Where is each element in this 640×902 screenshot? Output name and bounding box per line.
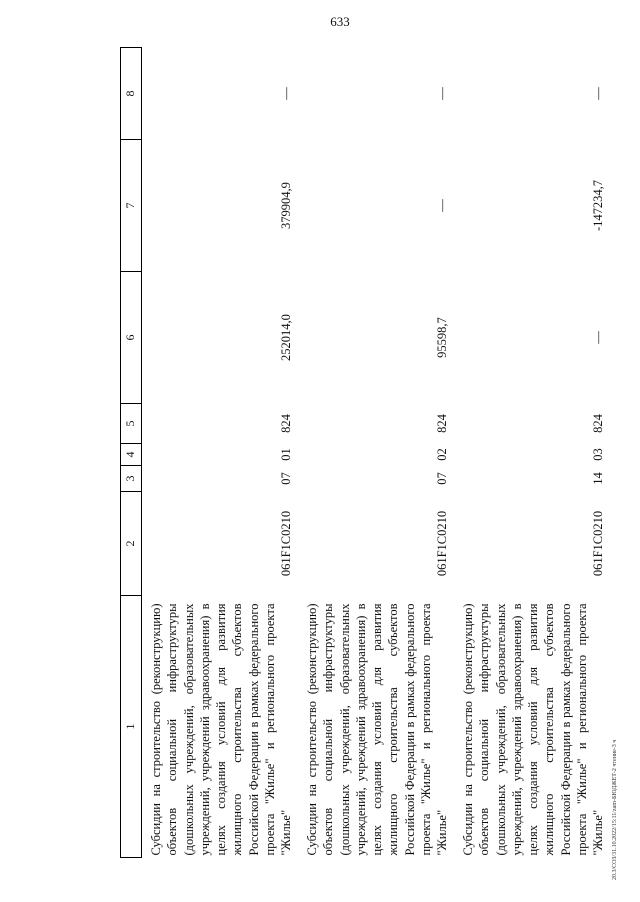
row-section: 14 (591, 472, 605, 485)
row-subsection: 01 (279, 448, 293, 461)
header-row (121, 48, 142, 858)
header-col-2: 2 (121, 492, 142, 596)
page-number: 633 (330, 14, 350, 29)
row-description: Субсидии на строительство (реконструкцию) объектов социальной инфраструктуры (дошкольных учреждений, образовательных учреждений, учреждений здравоохранения) в целях создания условий для развития жилищного строительства субъектов Российской Федерации в рамках федерального проекта "Жилье" и регионального проекта "Жилье" (461, 603, 605, 856)
row-description: Субсидии на строительство (реконструкцию) объектов социальной инфраструктуры (дошкольных учреждений, образовательных учреждений, учреждений здравоохранения) в целях создания условий для развития жилищного строительства субъектов Российской Федерации в рамках федерального проекта "Жилье" и регионального проекта "Жилье" (149, 603, 293, 856)
footer-document-code: 20.3/СОЗ/31.10.2022/15:11/zam-БЮДЖЕТ-2 чтение-3 ч (612, 739, 618, 880)
header-col-3: 3 (121, 466, 142, 492)
row-subsection: 03 (591, 448, 605, 461)
table-row (142, 48, 295, 858)
row-col8-value: — (591, 87, 605, 100)
row-col7-value: -147234,7 (591, 179, 605, 232)
budget-table (120, 47, 606, 858)
row-target-code: 061F1C0210 (435, 510, 449, 577)
table-row (294, 48, 450, 858)
row-col8-value: — (435, 87, 449, 100)
row-col6-value: — (591, 331, 605, 344)
header-col-4: 4 (121, 444, 142, 466)
row-col8-value: — (279, 87, 293, 100)
row-expense-type: 824 (435, 414, 449, 433)
row-col6-value: 252014,0 (279, 314, 293, 361)
header-col-6: 6 (121, 272, 142, 404)
header-col-1: 1 (121, 596, 142, 858)
header-col-7: 7 (121, 140, 142, 272)
table-row (450, 48, 606, 858)
row-subsection: 02 (435, 448, 449, 461)
header-col-8: 8 (121, 48, 142, 140)
header-col-5: 5 (121, 404, 142, 444)
row-expense-type: 824 (591, 414, 605, 433)
row-section: 07 (279, 472, 293, 485)
row-target-code: 061F1C0210 (279, 510, 293, 577)
row-col7-value: — (435, 199, 449, 212)
rotated-table-sheet (120, 48, 605, 858)
row-col7-value: 379904,9 (279, 182, 293, 229)
row-expense-type: 824 (279, 414, 293, 433)
row-description: Субсидии на строительство (реконструкцию) объектов социальной инфраструктуры (дошкольных учреждений, образовательных учреждений, учреждений здравоохранения) в целях создания условий для развития жилищного строительства субъектов Российской Федерации в рамках федерального проекта "Жилье" и регионального проекта "Жилье" (305, 603, 449, 856)
row-col6-value: 95598,7 (435, 317, 449, 358)
row-target-code: 061F1C0210 (591, 510, 605, 577)
row-section: 07 (435, 472, 449, 485)
